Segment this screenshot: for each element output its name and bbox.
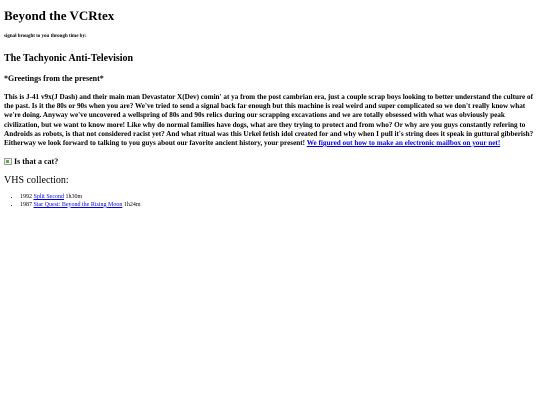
vhs-title-link[interactable]: Split Second (33, 194, 65, 201)
page-content (4, 8, 537, 209)
intro-text: This is J-41 v9x(J Dash) and their main man Devastator X(Dev) comin' at ya from the post cambrian era, just a couple scrap boys looking to better understand the culture of the past. Is it the 80s or 90s when you are? We've tried to send a signal back far enough but this machine is real weird and super complicated so we don't really know what we're doing. Anyway we've uncovered a wellspring of 80s and 90s relics during our scrapping excavations and we are totally obsessed with what was obviously peak civilization, but we want to know more! Like why do normal families have dogs, what are they trying to protect and from who? Or why are you guys constantly refering to Androids as robots, is that not considered racist yet? And what ritual was this Urkel fetish idol created for and why when I pull it's string does it speak in guttural gibberish? Eitherway we look forward to talking to you guys about our favorite ancient history, your present! (4, 93, 534, 148)
cat-figure (4, 156, 537, 167)
intro-paragraph (4, 93, 537, 148)
vhs-year: 1992 (20, 194, 32, 201)
vhs-year: 1987 (20, 201, 32, 208)
site-tagline: signal brought to you through time by: (4, 34, 87, 39)
list-item (20, 202, 537, 210)
cat-caption: Is that a cat? (14, 157, 59, 167)
list-item (20, 194, 537, 202)
vhs-collection-title: VHS collection: (4, 175, 69, 187)
site-title: Beyond the VCRtex (4, 8, 115, 23)
vhs-title-link[interactable]: Star Quest: Beyond the Rising Moon (33, 201, 123, 208)
electronic-mailbox-link[interactable]: We figured out how to make an electronic mailbox on your net! (306, 139, 501, 148)
vhs-runtime: 1h30m (65, 194, 83, 201)
vhs-collection-list (4, 194, 537, 209)
greeting-text: *Greetings from the present* (4, 74, 104, 83)
vhs-runtime: 1h24m (123, 201, 141, 208)
show-title: The Tachyonic Anti-Television (4, 53, 134, 64)
broken-image-icon (4, 158, 12, 165)
